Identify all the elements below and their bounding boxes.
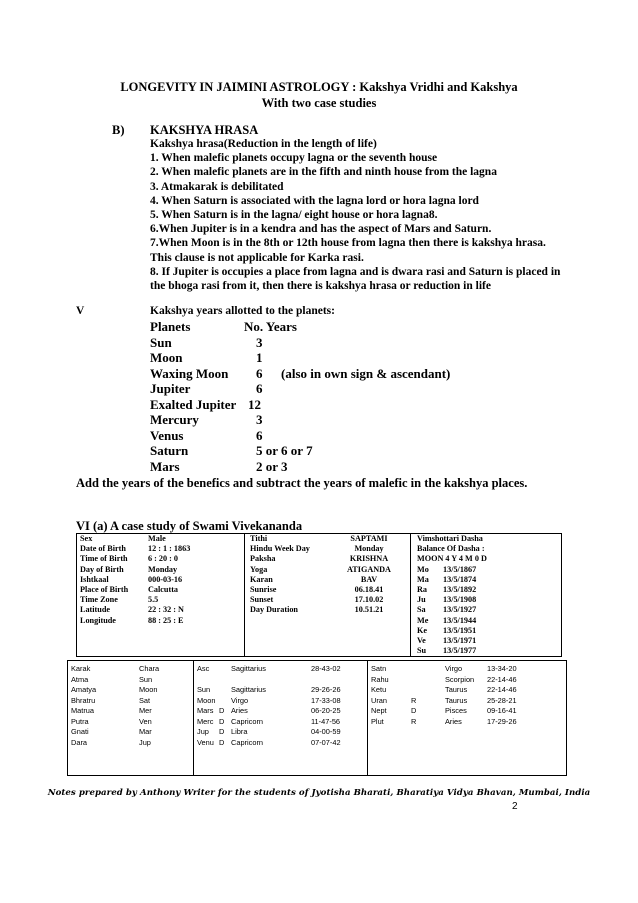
field-label: Sex (80, 534, 93, 543)
outer-planet-row (371, 664, 566, 675)
field-label: Longitude (80, 615, 116, 625)
dasha-row (417, 605, 561, 615)
dasha-date: 13/5/1874 (443, 574, 477, 584)
hrasa-rule-line: Kakshya hrasa(Reduction in the length of life) (150, 138, 377, 150)
hrasa-rule-line: 8. If Jupiter is occupies a place from lagna and is dwara rasi and Saturn is placed in (150, 265, 561, 278)
planet-name: Exalted Jupiter (150, 396, 237, 412)
dasha-row (417, 626, 561, 636)
pos-degree: 29-26-26 (311, 685, 341, 694)
instruction-text: Add the years of the benefics and subtract the years of malefic in the kakshya places. (76, 476, 528, 490)
pos-flag (219, 664, 231, 675)
planet-years: 3 (256, 334, 263, 350)
pos-flag: D (219, 737, 225, 747)
hrasa-rule-line: 1. When malefic planets occupy lagna or the seventh house (150, 152, 438, 165)
dasha-row (417, 585, 561, 595)
karak-planet: Moon (139, 685, 158, 694)
field-label: Sunrise (250, 585, 277, 595)
dasha-row (417, 575, 561, 585)
karaka-row (71, 685, 193, 696)
dasha-date: 13/5/1927 (443, 605, 477, 615)
karaka-row (71, 738, 193, 749)
pos-planet: Nept (371, 706, 387, 715)
karak-name: Gnati (71, 727, 89, 736)
pos-sign: Aries (445, 716, 462, 726)
field-label: Day of Birth (80, 564, 124, 574)
hrasa-rule-line: This clause is not applicable for Karka rasi. (150, 251, 364, 264)
pos-planet: Mars (197, 706, 214, 715)
panchang-field-row (250, 595, 410, 605)
birth-data-column (77, 534, 245, 657)
pos-degree: 25-28-21 (487, 695, 517, 705)
planet-name: Mercury (150, 412, 199, 427)
dasha-planet: Ma (417, 574, 429, 584)
field-value: 6 : 20 : 0 (148, 554, 179, 564)
dasha-date: 13/5/1944 (443, 615, 477, 625)
pos-sign: Virgo (231, 695, 249, 705)
outer-planet-row (371, 696, 566, 707)
field-value: 88 : 25 : E (148, 615, 184, 625)
field-value: 10.51.21 (354, 605, 384, 615)
planet-years: 1 (256, 350, 263, 365)
planet-name: Jupiter (150, 381, 191, 396)
pos-flag (411, 675, 445, 686)
dasha-balance-value: MOON 4 Y 4 M 0 D (417, 554, 487, 564)
pos-sign: Sagittarius (231, 664, 266, 673)
birth-details-table (76, 533, 562, 657)
hrasa-rule-line: 6.When Jupiter is in a kendra and has the aspect of Mars and Saturn. (150, 223, 492, 236)
document-title: LONGEVITY IN JAIMINI ASTROLOGY : Kakshya Vridhi and Kakshya (120, 80, 518, 94)
field-value: 000-03-16 (148, 574, 183, 584)
field-value: Calcutta (148, 585, 179, 595)
field-label: Tithi (250, 534, 268, 543)
planet-years: 5 or 6 or 7 (256, 443, 313, 458)
dasha-row (417, 616, 561, 626)
dasha-planet: Sa (417, 605, 426, 615)
dasha-date: 13/5/1971 (443, 636, 477, 646)
pos-degree: 07-07-42 (311, 737, 341, 747)
dasha-heading: Vimshottari Dasha (417, 534, 483, 543)
pos-degree: 22-14-46 (487, 674, 517, 684)
pos-degree: 13-34-20 (487, 664, 517, 673)
pos-sign: Virgo (445, 664, 463, 673)
karaka-row (71, 664, 193, 675)
karak-planet: Chara (139, 664, 160, 673)
outer-planets-column (368, 661, 567, 776)
karak-planet: Jup (139, 737, 151, 747)
field-value: Male (148, 534, 166, 543)
pos-degree: 22-14-46 (487, 685, 517, 694)
dasha-planet: Su (417, 646, 427, 656)
dasha-row (417, 595, 561, 605)
birth-field-row (80, 534, 244, 544)
pos-flag: R (411, 716, 417, 726)
dasha-planet: Ke (417, 625, 428, 635)
pos-planet: Sun (197, 685, 211, 694)
field-label: Hindu Week Day (250, 544, 310, 554)
karak-name: Amatya (71, 685, 97, 694)
dasha-balance-label: Balance Of Dasha : (417, 544, 485, 554)
field-label: Karan (250, 574, 273, 584)
planet-name: Mars (150, 458, 180, 474)
position-row (197, 717, 367, 728)
birth-field-row (80, 565, 244, 575)
birth-field-row (80, 605, 244, 615)
pos-sign: Libra (231, 727, 248, 736)
field-label: Place of Birth (80, 585, 129, 595)
panchang-column (245, 534, 411, 657)
dasha-planet: Ra (417, 585, 428, 595)
field-label: Yoga (250, 564, 268, 574)
years-column-header: No. Years (244, 319, 297, 334)
planets-column-header: Planets (150, 319, 191, 334)
pos-degree: 11-47-56 (311, 716, 341, 726)
field-label: Sunset (250, 595, 274, 605)
outer-planet-row (371, 717, 566, 728)
karaka-row (71, 706, 193, 717)
pos-flag (219, 696, 231, 707)
pos-sign (231, 675, 311, 686)
pos-flag (411, 685, 445, 696)
position-row (197, 664, 367, 675)
pos-degree: 28-43-02 (311, 664, 341, 673)
field-value: BAV (360, 574, 378, 584)
field-value: 5.5 (148, 595, 159, 605)
karak-planet: Mar (139, 727, 152, 736)
planet-name: Venus (150, 427, 184, 443)
planet-years: 6 (256, 427, 263, 443)
hrasa-rule-line: 3. Atmakarak is debilitated (150, 180, 284, 193)
pos-sign: Capricorn (231, 737, 264, 747)
pos-degree: 06-20-25 (311, 706, 341, 715)
field-label: Ishtkaal (80, 574, 109, 584)
position-row (197, 738, 367, 749)
positions-column (194, 661, 368, 776)
pos-degree: 17-29-26 (487, 716, 517, 726)
pos-sign: Aries (231, 706, 248, 715)
birth-field-row (80, 585, 244, 595)
birth-field-row (80, 616, 244, 626)
pos-degree: 04-00-59 (311, 727, 341, 736)
pos-flag (219, 675, 231, 686)
karak-planet: Sun (139, 674, 153, 684)
field-value: 22 : 32 : N (148, 605, 184, 615)
panchang-field-row (250, 565, 410, 575)
dasha-row (417, 646, 561, 656)
field-value: 12 : 1 : 1863 (148, 544, 191, 554)
position-row (197, 727, 367, 738)
hrasa-rule-line: 2. When malefic planets are in the fifth and ninth house from the lagna (150, 166, 497, 179)
panchang-field-row (250, 544, 410, 554)
field-value: 06.18.41 (354, 585, 384, 595)
pos-flag: D (219, 727, 225, 736)
panchang-field-row (250, 534, 410, 544)
pos-planet (197, 675, 219, 686)
dasha-date: 13/5/1977 (443, 646, 477, 656)
field-value: SAPTAMI (350, 534, 388, 543)
karak-planet: Ven (139, 716, 152, 726)
pos-sign: Scorpion (445, 674, 475, 684)
karaka-row (71, 675, 193, 686)
pos-planet: Jup (197, 727, 209, 736)
planet-note: (also in own sign & ascendant) (281, 365, 451, 381)
vimshottari-dasha-column (411, 534, 562, 657)
planet-years: 6 (256, 365, 263, 381)
position-row (197, 675, 367, 686)
position-row (197, 706, 367, 717)
dasha-date: 13/5/1951 (443, 625, 477, 635)
pos-flag (219, 685, 231, 696)
hrasa-rule-line: 7.When Moon is in the 8th or 12th house from lagna then there is kakshya hrasa. (150, 237, 546, 250)
karak-name: Atma (71, 674, 89, 684)
field-label: Day Duration (250, 605, 298, 615)
pos-planet: Plut (371, 716, 384, 726)
pos-planet: Venu (197, 737, 214, 747)
case-study-heading: VI (a) A case study of Swami Vivekananda (76, 519, 303, 533)
pos-degree: 17-33-08 (311, 695, 341, 705)
pos-flag: D (411, 706, 417, 715)
karak-name: Putra (71, 716, 89, 726)
pos-sign: Taurus (445, 695, 468, 705)
dasha-planet: Mo (417, 564, 429, 574)
outer-planet-row (371, 685, 566, 696)
pos-planet: Merc (197, 716, 214, 726)
pos-sign: Sagittarius (231, 685, 266, 694)
field-value: KRISHNA (349, 554, 389, 564)
karaka-positions-table (67, 660, 567, 776)
karak-name: Dara (71, 737, 88, 747)
karak-name: Matrua (71, 706, 95, 715)
pos-flag (411, 664, 445, 675)
field-value: 17.10.02 (354, 595, 384, 605)
karaka-row (71, 727, 193, 738)
karaka-column (68, 661, 194, 776)
pos-sign: Taurus (445, 685, 468, 694)
outer-planet-row (371, 706, 566, 717)
dasha-planet: Ve (417, 636, 426, 646)
pos-sign: Pisces (445, 706, 467, 715)
pos-flag: D (219, 716, 225, 726)
planet-years: 12 (248, 396, 261, 412)
dasha-planet: Me (417, 615, 429, 625)
field-label: Latitude (80, 605, 111, 615)
field-label: Time of Birth (80, 554, 128, 564)
planet-years: 6 (256, 381, 263, 396)
field-value: Monday (354, 544, 384, 554)
karak-planet: Sat (139, 695, 151, 705)
outer-planet-row (371, 675, 566, 686)
planet-years: 2 or 3 (256, 458, 288, 474)
dasha-row (417, 636, 561, 646)
planet-name: Saturn (150, 443, 189, 458)
karak-name: Bhratru (71, 695, 96, 705)
section-b-heading: KAKSHYA HRASA (150, 123, 259, 137)
pos-planet: Rahu (371, 674, 389, 684)
karak-name: Karak (71, 664, 91, 673)
page-number: 2 (512, 801, 518, 812)
karaka-row (71, 696, 193, 707)
field-value: Monday (148, 564, 178, 574)
pos-planet: Ketu (371, 685, 387, 694)
dasha-planet: Ju (417, 595, 426, 605)
dasha-date: 13/5/1908 (443, 595, 477, 605)
footer-credit: Notes prepared by Anthony Writer for the students of Jyotisha Bharati, Bharatiya Vidya Bhavan, Mumbai, India (47, 788, 591, 798)
pos-planet: Moon (197, 695, 216, 705)
birth-field-row (80, 544, 244, 554)
field-label: Paksha (250, 554, 276, 564)
panchang-field-row (250, 575, 410, 585)
panchang-field-row (250, 554, 410, 564)
karaka-row (71, 717, 193, 728)
field-value: ATIGANDA (347, 564, 391, 574)
planet-name: Moon (150, 350, 183, 365)
pos-sign: Capricorn (231, 716, 264, 726)
section-v-marker: V (76, 305, 85, 317)
hrasa-rule-line: 4. When Saturn is associated with the lagna lord or hora lagna lord (150, 194, 479, 207)
pos-planet: Satn (371, 664, 387, 673)
hrasa-rule-line: the bhoga rasi from it, then there is kakshya hrasa or reduction in life (150, 280, 491, 292)
karak-planet: Mer (139, 706, 152, 715)
pos-planet: Uran (371, 695, 388, 705)
dasha-date: 13/5/1867 (443, 564, 477, 574)
dasha-date: 13/5/1892 (443, 585, 477, 595)
planet-years: 3 (256, 412, 263, 427)
document-subtitle: With two case studies (261, 96, 377, 110)
field-label: Time Zone (80, 595, 118, 605)
pos-degree: 09-16-41 (487, 706, 517, 715)
section-b-marker: B) (112, 123, 125, 137)
planet-name: Waxing Moon (150, 365, 229, 381)
birth-field-row (80, 575, 244, 585)
panchang-field-row (250, 605, 410, 615)
position-row (197, 696, 367, 707)
dasha-row (417, 565, 561, 575)
birth-field-row (80, 554, 244, 564)
pos-flag: R (411, 695, 417, 705)
section-v-heading: Kakshya years allotted to the planets: (150, 305, 335, 317)
hrasa-rule-line: 5. When Saturn is in the lagna/ eight house or hora lagna8. (150, 209, 438, 221)
position-row (197, 685, 367, 696)
pos-planet: Asc (197, 664, 210, 673)
birth-field-row (80, 595, 244, 605)
pos-flag: D (219, 706, 225, 715)
planet-name: Sun (150, 334, 172, 350)
panchang-field-row (250, 585, 410, 595)
field-label: Date of Birth (80, 544, 126, 554)
